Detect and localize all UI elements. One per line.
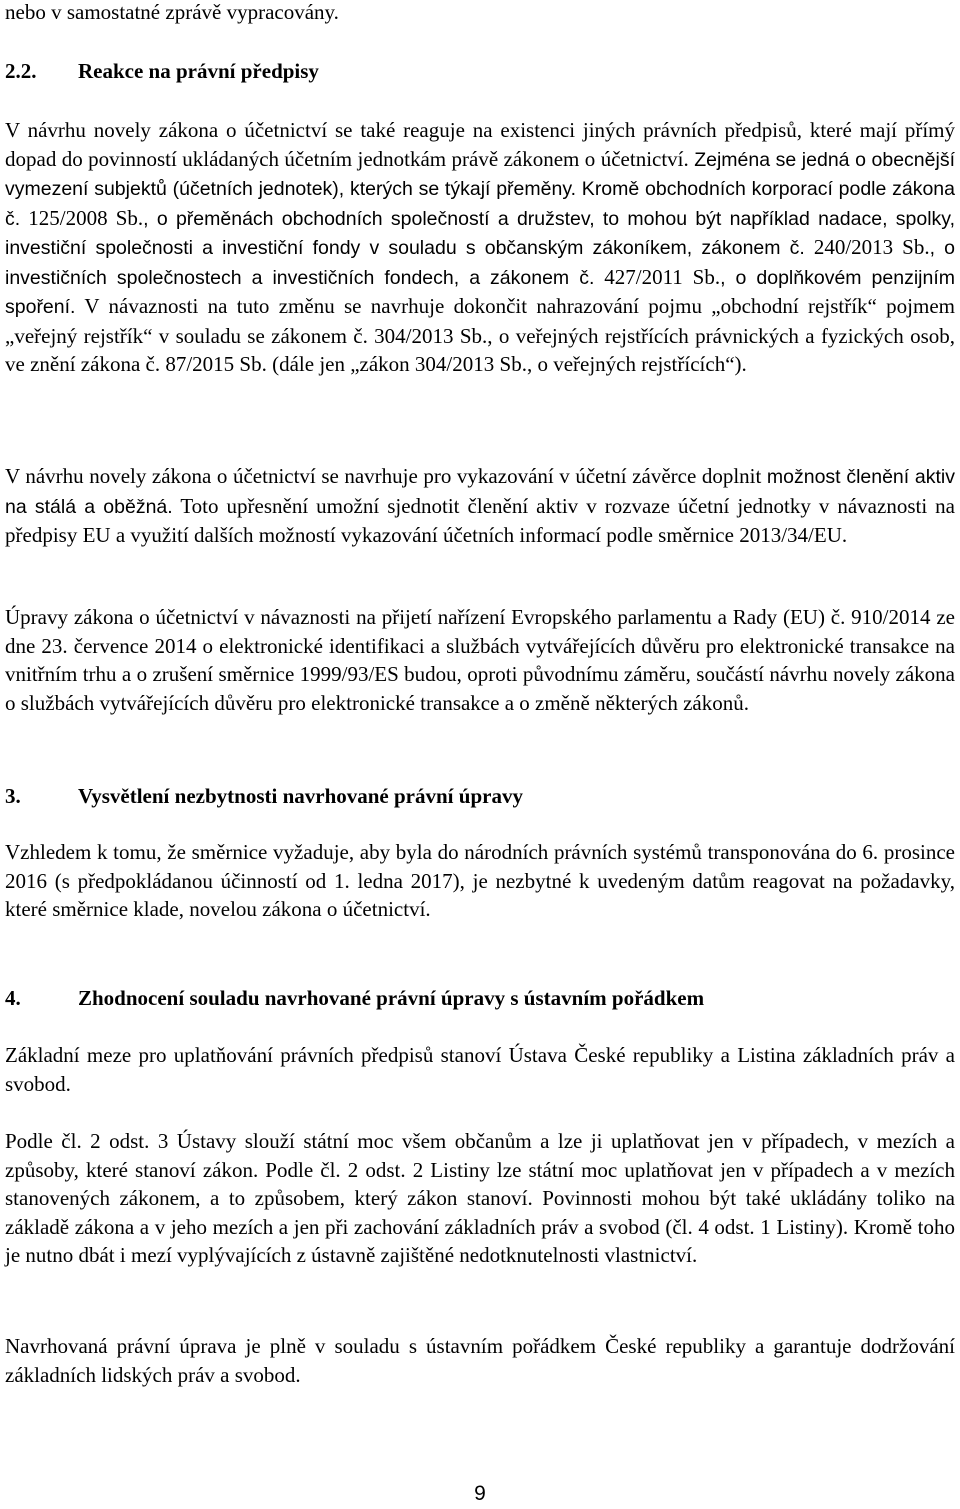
- section-number: 4.: [5, 986, 21, 1010]
- paragraph-text-sans: , o přeměnách obchodních společností a družstev, to mohou být například nadace, spolky, investiční společnosti a investiční fondy v souladu s občanským zákoníkem, zákonem č.: [5, 207, 956, 259]
- continued-text: nebo v samostatné zprávě vypracovány.: [5, 0, 339, 24]
- page-number: 9: [474, 1482, 486, 1505]
- section-title: Vysvětlení nezbytnosti navrhované právní úpravy: [78, 784, 523, 808]
- law-reference: 427/2011 Sb.: [604, 264, 721, 289]
- paragraph-text: V návrhu novely zákona o účetnictví se také reaguje na existenci jiných právních předpisů, které mají přímý dopad do povinností ukládaných účetním jednotkám právě zákonem o účetnictví.: [5, 118, 955, 171]
- section-heading-4: [5, 984, 704, 1012]
- paragraph-eidas: Úpravy zákona o účetnictví v návaznosti na přijetí nařízení Evropského parlamentu a Rady (EU) č. 910/2014 ze dne 23. července 2014 o elektronické identifikaci a službách vytvářejících důvěru pro elektronické transakce na vnitřním trhu a o zrušení směrnice 1999/93/ES budou, oproti původnímu záměru, součástí návrhu novely zákona o službách vytvářejících důvěru pro elektronické transakce a o změně některých zákonů.: [5, 605, 955, 715]
- law-reference: 125/2008 Sb.: [28, 205, 144, 230]
- paragraph-text-sans: , o investičních společnostech a investičních fondech, a zákonem č.: [5, 237, 956, 289]
- paragraph-necessity: Vzhledem k tomu, že směrnice vyžaduje, aby byla do národních právních systémů transponována do 6. prosince 2016 (s předpokládanou účinností od 1. ledna 2017), je nezbytné k uvedeným datům reagovat na požadavky, které směrnice klade, novelou zákona o účetnictví.: [5, 840, 955, 921]
- paragraph-text: Toto upřesnění umožní sjednotit členění aktiv v rozvaze účetní jednotky v návaznosti na předpisy EU a využití dalších možností vykazování účetních informací podle směrnice 2013/34/EU.: [5, 493, 955, 547]
- section-number: 2.2.: [5, 59, 37, 83]
- paragraph-constitution-articles: Podle čl. 2 odst. 3 Ústavy slouží státní moc všem občanům a lze ji uplatňovat jen v případech, v mezích a způsoby, které stanoví zákon. Podle čl. 2 odst. 2 Listiny lze státní moc uplatňovat jen v případech a v mezích stanovených zákonem, a to způsobem, který zákon stanoví. Povinnosti mohou být také ukládány toliko na základě zákona a v jeho mezích a jen při zachování základních práv a svobod (čl. 4 odst. 1 Listiny). Kromě toho je nutno dbát i mezí vyplývajících z ústavně zajištěné nedotknutelnosti vlastnictví.: [5, 1129, 955, 1267]
- paragraph-asset-classification: [5, 462, 955, 550]
- section-title: Zhodnocení souladu navrhované právní úpravy s ústavním pořádkem: [78, 986, 705, 1010]
- paragraph-text-sans: , o doplňkovém penzijním spoření.: [5, 266, 956, 318]
- section-heading-3: [5, 782, 523, 810]
- paragraph-constitutional-limits: Základní meze pro uplatňování právních předpisů stanoví Ústava České republiky a Listina základních práv a svobod.: [5, 1043, 955, 1096]
- paragraph-text: V návaznosti na tuto změnu se navrhuje dokončit nahrazování pojmu „obchodní rejstřík“ pojmem „veřejný rejstřík“ v souladu se zákonem č. 304/2013 Sb., o veřejných rejstřících právnických a fyzických osob, ve znění zákona č. 87/2015 Sb. (dále jen „zákon 304/2013 Sb., o veřejných rejstřících“).: [5, 294, 955, 376]
- paragraph-text-sans: možnost členění aktiv na stálá a oběžná.: [5, 466, 956, 518]
- paragraph-compliance: Navrhovaná právní úprava je plně v souladu s ústavním pořádkem České republiky a garantuje dodržování základních lidských práv a svobod.: [5, 1334, 955, 1387]
- section-title: Reakce na právní předpisy: [78, 59, 319, 83]
- section-number: 3.: [5, 784, 21, 808]
- section-heading-2-2: [5, 57, 319, 85]
- law-reference: 240/2013 Sb.: [813, 235, 930, 259]
- paragraph-legal-references: [5, 116, 955, 379]
- paragraph-text-sans: Zejména se jedná o obecnější vymezení subjektů (účetních jednotek), kterých se týkají přeměny. Kromě obchodních korporací podle zákona č.: [5, 148, 955, 230]
- paragraph-text: V návrhu novely zákona o účetnictví se navrhuje pro vykazování v účetní závěrce doplnit: [5, 464, 762, 488]
